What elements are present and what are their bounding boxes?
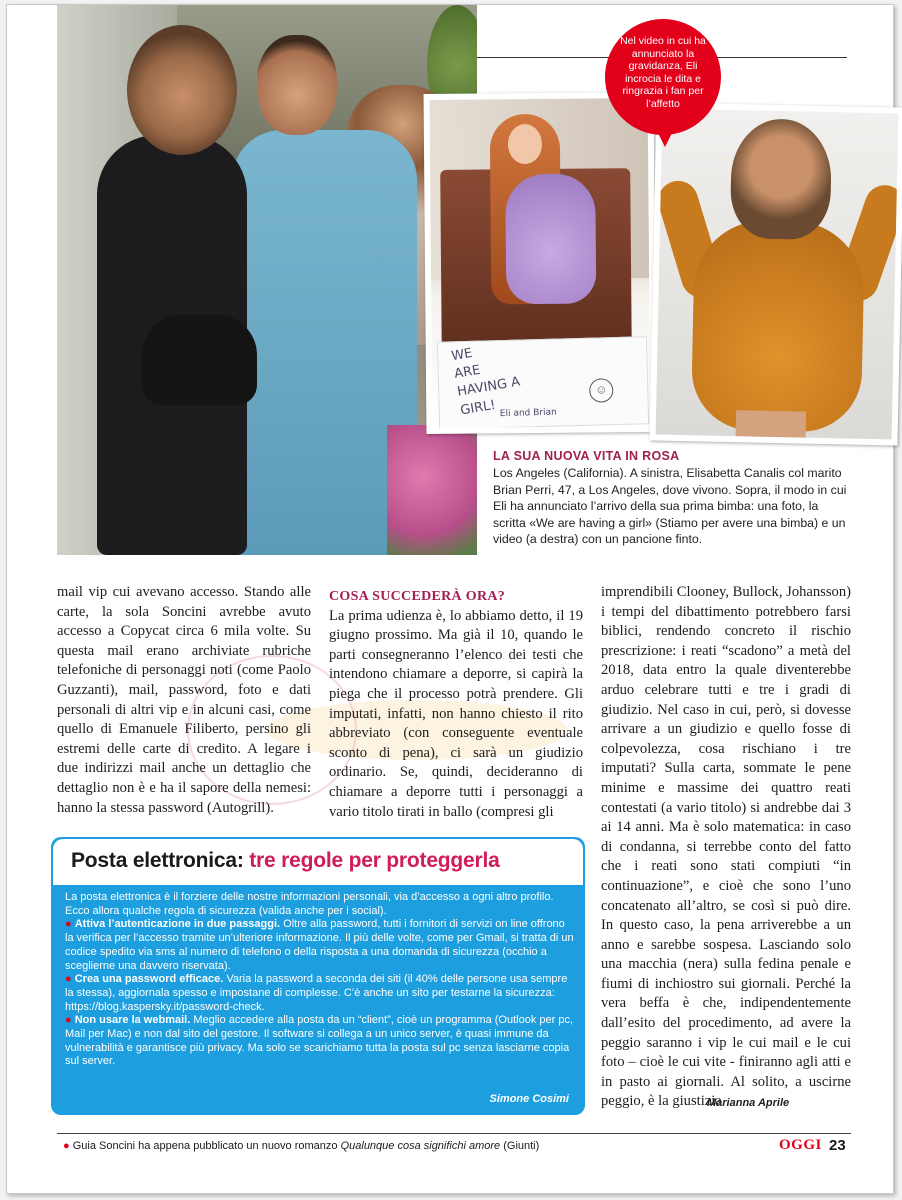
magazine-logo: OGGI [779,1137,822,1153]
email-security-box [51,837,585,1115]
page-number: 23 [829,1137,846,1154]
article-column-2 [329,587,583,822]
box-rule-3 [65,1014,575,1069]
main-photo-couple [57,5,477,555]
photo-doll-announcement [424,92,657,434]
bullet-icon: ● [65,973,72,986]
box-rule-3-lead: Non usare la webmail. [74,1014,191,1027]
box-rule-2-text: Varia la password a seconda dei siti (il 40% delle persone usa sempre la stessa), aggiornala spesso e impostane di complesse. C’è anche un sito per testarne la sicurezza: https://blog.kaspersky.it/password-check. [65,973,568,1013]
box-rule-3-text: Meglio accedere alla posta da un “client”, cioè un programma (Outlook per pc, Mail per Mac) e non dal sito del gestore. Il software si collega a un unico server, è quasi immune da vulnerabilità e garantisce più privacy. Ma solo se scarichiamo tutta la posta sul pc senza lasciarne copia sul server. [65,1014,574,1068]
footer-note [63,1140,539,1152]
box-rule-2 [65,973,575,1014]
article-column-1: mail vip cui avevano accesso. Stando alle carte, la sola Soncini avrebbe avuto accesso a Copycat circa 6 mila volte. Su questa mail erano archiviate rubriche telefoniche di personaggi noti (come Paolo Guzzanti), mail, password, foto e dati personali di altri vip e in alcuni casi, come quello di Emanuele Filiberto, persino gli estremi delle carte di credito. A legare i due indirizzi mail anche un dettaglio che dettaglio non è e ha il sapore della nemesi: hanno la stessa password (Autogrill). [57,584,311,816]
photo-woman-head [127,25,237,155]
smiley-icon: ☺ [589,378,614,403]
footer-book-title: Qualunque cosa significhi amore [340,1140,501,1152]
doll-face [508,124,542,164]
box-intro: La posta elettronica è il forziere delle nostre informazioni personali, via d’accesso a ogni altro profilo. Ecco allora qualche regola di sicurezza (valida anche per i social). [65,891,554,917]
box-title-main: Posta elettronica: [71,849,250,872]
box-signature: Simone Cosimi [489,1093,569,1105]
magazine-page [6,4,894,1194]
bullet-icon: ● [65,1014,72,1027]
box-rule-1-text: Oltre alla password, tutti i fornitori di servizi on line offrono la verifica per l’accesso tramite un’ulteriore informazione. Il più delle volte, come per Gmail, si tratta di un codice spedito via sms al numero di telefono o della risposta a una domanda di sicurezza (occhio a sceglierne una davvero riservata). [65,918,574,972]
box-header [51,837,585,885]
section-heading: COSA SUCCEDERÀ ORA? [329,589,506,604]
photo-man-head [257,35,337,135]
photo-woman-head [730,118,832,240]
photo-orange-dress [691,219,865,433]
box-body [65,891,575,1069]
speech-bubble: Nel video in cui ha annunciato la gravidanza, Eli incrocia le dita e ringrazia i fan per l’affetto [605,19,721,135]
box-title [71,849,500,873]
photo-pregnant-video-still [649,102,902,445]
footer-publisher: (Giunti) [500,1140,540,1152]
box-rule-1 [65,918,575,973]
doll-dress [505,174,596,305]
handwritten-card-sign: Eli and Brian [499,407,557,420]
footer-note-text: Guia Soncini ha appena pubblicato un nuovo romanzo [72,1140,341,1152]
photo-handbag [142,315,257,405]
footer-rule [57,1133,851,1134]
bullet-icon: ● [65,918,72,931]
photo-legs [735,410,806,439]
box-rule-2-lead: Crea una password efficace. [74,973,224,986]
bullet-icon: ● [63,1140,70,1152]
article-column-2-text: La prima udienza è, lo abbiamo detto, il 19 giugno prossimo. Ma già il 10, quando le parti consegneranno l’elenco dei testi che intendono chiamare a deporre, si capirà la piega che il processo potrà prendere. Gli imputati, infatti, non hanno chiesto il rito abbreviato (con conseguente eventuale sconto di pena), ci sarà un giudizio ordinario. Se, quindi, decideranno di chiamare a deporre tutti i personaggi a vario titolo tirati in ballo (compresi gli [329,607,583,820]
caption-body: Los Angeles (California). A sinistra, Elisabetta Canalis col marito Brian Perri, 47, a Los Angeles, dove vivono. Sopra, il modo in cui Eli ha annunciato l’arrivo della sua prima bimba: una foto, la scritta «We are having a girl» (Stiamo per avere una bimba) e un video (a destra) con un pancione finto. [493,466,847,546]
caption-title: LA SUA NUOVA VITA IN ROSA [493,449,680,463]
photo-flowers [387,425,477,555]
handwritten-card [437,336,649,428]
article-column-3: imprendibili Clooney, Bullock, Johansson) i tempi del dibattimento potrebbero farsi biblici, rendendo concreto il rischio prescrizione: i reati “scadono” a metà del 2018, data entro la quale diventerebbe arduo celebrare tutti e tre i gradi di giudizio. Nel caso in cui, però, si dovesse arrivare a un giudizio e quello fosse di colpevolezza, cosa rischiano i tre imputati? Sulla carta, sommate le pene minime e massime dei quattro reati contestati (a vario titolo) si andrebbe dai 3 ai 14 anni. Ma è solo matematica: in caso di condanna, si terrebbe conto del fatto che i reati sono stati compiuti “in continuazione”, e cioè che sono l’uno concatenato all’altro, se così si può dire. In questo caso, la pena arriverebbe a un anno e sarebbe sospesa. Lasciando solo una macchia (nera) sulla fedina penale e fiumi di inchiostro sui giornali. Perché la vera beffa è che, indipendentemente dall’esito del procedimento, ad avere la peggio saranno i vip le cui mail e le cui foto – cioè le cui vite - finiranno agli atti e in pasto ai giornali. Al solito, a uscirne peggio, è la giustizia. [601,584,851,1110]
handwritten-card-text: WE ARE HAVING A GIRL! [450,345,522,418]
box-rule-1-lead: Attiva l’autenticazione in due passaggi. [74,918,281,931]
article-signature: Marianna Aprile [707,1097,790,1109]
box-title-accent: tre regole per proteggerla [249,849,500,872]
